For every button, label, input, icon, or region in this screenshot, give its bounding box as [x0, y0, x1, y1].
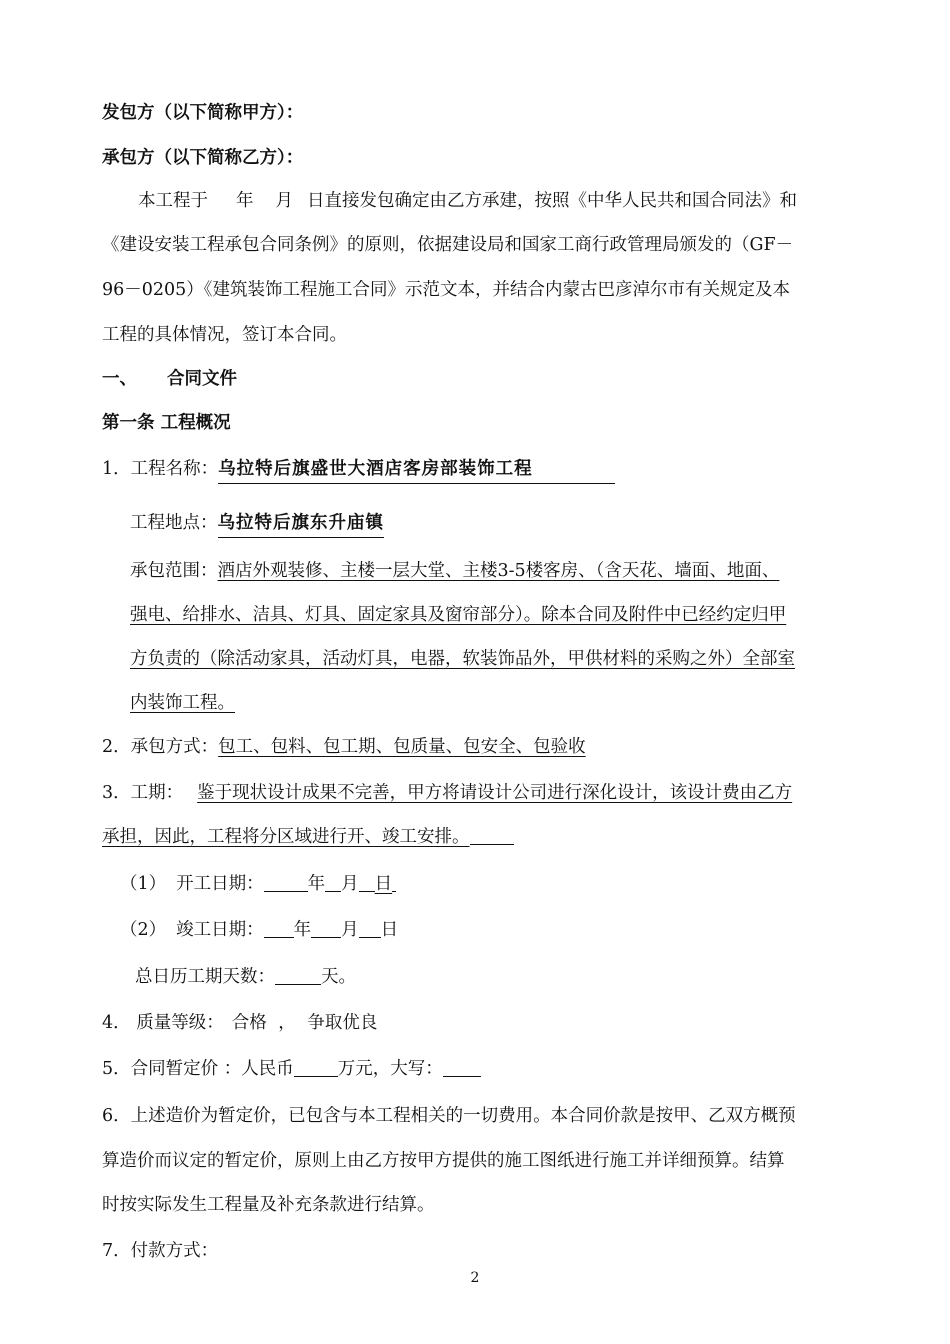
price-note-line-2: 算造价而议定的暂定价，原则上由乙方按甲方提供的施工图纸进行施工并详细预算。结算	[102, 1151, 785, 1171]
project-location-line	[130, 511, 384, 538]
start-day-blank	[359, 873, 375, 892]
intro-text: 本工程于	[138, 191, 208, 211]
start-year-unit: 年	[307, 874, 326, 894]
project-name-label: 1．工程名称：	[102, 459, 219, 479]
quality-line	[102, 1011, 377, 1035]
project-name-line	[102, 457, 615, 484]
start-year-blank	[264, 873, 308, 892]
intro-line-1	[138, 189, 859, 213]
project-location-value: 乌拉特后旗东升庙镇	[218, 511, 385, 538]
start-trailing-blank	[392, 873, 396, 892]
finish-year-unit: 年	[293, 920, 312, 940]
payment-line: 7．付款方式：	[102, 1241, 219, 1261]
duration-text-1: 鉴于现状设计成果不完善，甲方将请设计公司进行深化设计，该设计费由乙方	[197, 783, 793, 803]
article-title: 第一条 工程概况	[102, 413, 231, 433]
total-days-unit: 天。	[321, 967, 356, 987]
intro-text-rest: 日直接发包确定由乙方承建，按照《中华人民共和国合同法》和	[307, 191, 797, 211]
scope-line-2: 强电、给排水、洁具、灯具、固定家具及窗帘部分）。除本合同及附件中已经约定归甲	[130, 605, 787, 625]
scope-text-1: 酒店外观装修、主楼一层大堂、主楼3-5楼客房、（含天花、墙面、地面、	[217, 561, 780, 581]
finish-date-label: 竣工日期：	[176, 920, 264, 940]
contract-mode-line	[102, 735, 586, 759]
section-heading	[102, 367, 237, 391]
intro-month: 月	[275, 191, 293, 211]
page-number: 2	[470, 1270, 480, 1286]
total-days-line	[135, 965, 356, 989]
scope-text-4: 内装饰工程。	[130, 693, 235, 713]
start-date-label: 开工日期：	[176, 874, 264, 894]
price-words-blank	[443, 1058, 481, 1077]
section-title: 合同文件	[167, 369, 237, 389]
intro-line-2: 《建设安装工程承包合同条例》的原则，依据建设局和国家工商行政管理局颁发的（GF－	[102, 235, 794, 255]
duration-line-1	[102, 781, 792, 805]
price-label: 5．合同暂定价 ：人民币	[102, 1059, 294, 1079]
scope-label: 承包范围：	[130, 561, 218, 581]
start-month-unit: 月	[341, 874, 359, 894]
contract-mode-value: 包工、包料、包工期、包质量、包安全、包验收	[218, 737, 586, 757]
duration-line-2	[102, 825, 514, 849]
price-amount-blank	[294, 1058, 338, 1077]
start-date-number: （1）	[120, 874, 167, 894]
duration-trailing-blank	[470, 826, 514, 845]
start-date-line	[120, 872, 396, 896]
finish-day-unit: 日	[380, 920, 399, 940]
intro-line-4: 工程的具体情况，签订本合同。	[102, 325, 347, 345]
finish-date-line	[120, 918, 398, 942]
contract-mode-label: 2．承包方式：	[102, 737, 219, 757]
quality-value: 合格 ， 争取优良	[231, 1013, 378, 1033]
total-days-label: 总日历工期天数：	[135, 967, 275, 987]
quality-label: 4． 质量等级：	[102, 1013, 224, 1033]
project-location-label: 工程地点：	[130, 513, 218, 533]
project-name-value: 乌拉特后旗盛世大酒店客房部装饰工程	[218, 457, 615, 484]
duration-text-2: 承担，因此，工程将分区域进行开、竣工安排。	[102, 827, 470, 847]
contractor-line: 承包方（以下简称乙方）：	[102, 148, 304, 168]
finish-month-blank	[311, 919, 341, 938]
scope-line-3: 方负责的（除活动家具，活动灯具，电器，软装饰品外，甲供材料的采购之外）全部室	[130, 649, 795, 669]
price-note-line-1: 6．上述造价为暂定价，已包含与本工程相关的一切费用。本合同价款是按甲、乙双方概预	[102, 1106, 796, 1126]
intro-year: 年	[236, 191, 254, 211]
intro-line-3: 96－0205）《建筑装饰工程施工合同》示范文本，并结合内蒙古巴彦淖尔市有关规定及本	[102, 280, 791, 300]
price-unit-label: 万元，大写：	[337, 1059, 443, 1079]
total-days-blank	[275, 966, 321, 985]
start-day-unit: 日	[374, 874, 393, 894]
finish-date-number: （2）	[120, 920, 167, 940]
price-line	[102, 1057, 481, 1081]
start-month-blank	[325, 873, 341, 892]
scope-line-4	[130, 691, 235, 715]
finish-day-blank	[359, 919, 381, 938]
finish-year-blank	[264, 919, 294, 938]
section-number: 一、	[102, 369, 137, 389]
duration-label: 3．工期：	[102, 783, 184, 803]
finish-month-unit: 月	[341, 920, 359, 940]
price-note-line-3: 时按实际发生工程量及补充条款进行结算。	[102, 1195, 435, 1215]
scope-line-1	[130, 559, 779, 583]
employer-line: 发包方（以下简称甲方）：	[102, 103, 304, 123]
